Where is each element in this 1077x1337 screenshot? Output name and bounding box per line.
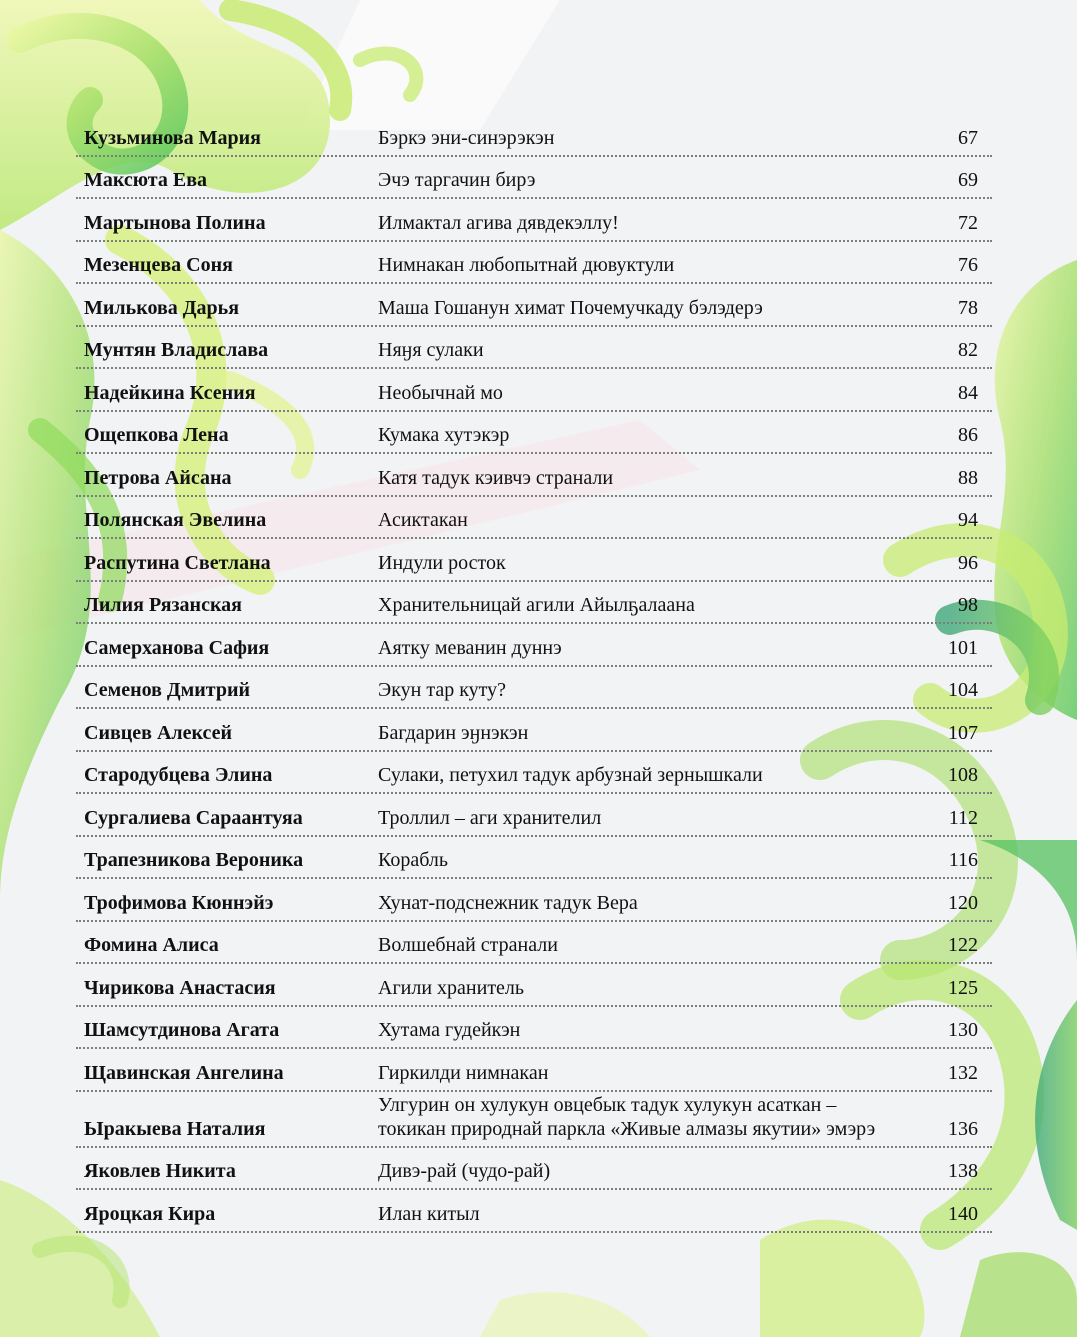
toc-author: Яковлев Никита — [84, 1160, 236, 1182]
toc-author: Надейкина Ксения — [84, 381, 256, 404]
toc-title: Необычнай мо — [378, 381, 503, 404]
toc-title: Экун тар куту? — [378, 679, 506, 701]
toc-page-number: 107 — [948, 721, 978, 744]
toc-row — [76, 1148, 992, 1191]
toc-title: Волшебнай странали — [378, 934, 558, 956]
toc-page-number: 72 — [958, 211, 978, 234]
toc-page-number: 108 — [948, 764, 978, 786]
toc-row — [76, 284, 992, 327]
toc-title: Дивэ-рай (чудо-рай) — [378, 1160, 551, 1182]
toc-title: Багдарин эӈнэкэн — [378, 721, 529, 744]
toc-row — [76, 157, 992, 200]
toc-author: Ощепкова Лена — [84, 424, 229, 446]
toc-title-line: токикан природнай паркла «Живые алмазы якутии» эмэрэ — [378, 1117, 876, 1140]
toc-row — [76, 794, 992, 837]
toc-page-number: 120 — [948, 891, 978, 914]
toc-row — [76, 369, 992, 412]
toc-row — [76, 497, 992, 540]
toc-page-number: 112 — [948, 806, 978, 829]
toc-author: Сургалиева Сараантуяа — [84, 806, 303, 829]
toc-row — [76, 667, 992, 710]
toc-title: Эчэ таргачин бирэ — [378, 169, 536, 191]
toc-page-number: 76 — [958, 254, 978, 276]
toc-row — [76, 709, 992, 752]
toc-row — [76, 412, 992, 455]
toc-author: Сивцев Алексей — [84, 721, 233, 744]
toc-page-number: 69 — [958, 169, 978, 191]
toc-author: Максюта Ева — [84, 169, 208, 191]
toc-page-number: 94 — [958, 509, 978, 531]
toc-page-number: 78 — [958, 296, 978, 319]
toc-author: Трапезникова Вероника — [84, 849, 304, 871]
toc-author: Ыракыева Наталия — [84, 1117, 266, 1140]
toc-title-line: Улгурин он хулукун овцебык тадук хулукун асаткан – — [378, 1093, 837, 1116]
toc-row — [76, 199, 992, 242]
toc-author: Стародубцева Элина — [84, 764, 273, 786]
toc-row — [76, 837, 992, 880]
toc-row — [76, 964, 992, 1007]
toc-author: Яроцкая Кира — [84, 1202, 216, 1225]
toc-title: Троллил – аги хранителил — [378, 806, 602, 829]
toc-author: Щавинская Ангелина — [84, 1061, 284, 1084]
toc-page-number: 125 — [948, 976, 978, 999]
toc-row — [76, 454, 992, 497]
toc-author: Шамсутдинова Агата — [84, 1019, 280, 1041]
toc-row — [76, 1190, 992, 1233]
toc-author: Трофимова Кюннэйэ — [84, 891, 274, 914]
toc-title: Няӈя сулаки — [378, 339, 484, 361]
toc-author: Петрова Айсана — [84, 466, 232, 489]
toc-title: Хранительницай агили Айылҕалаана — [378, 594, 695, 616]
toc-row — [76, 327, 992, 370]
toc-row — [76, 879, 992, 922]
toc-page-number: 130 — [948, 1019, 978, 1041]
toc-author: Кузьминова Мария — [84, 126, 261, 149]
toc-author: Мезенцева Соня — [84, 254, 233, 276]
toc-page-number: 82 — [958, 339, 978, 361]
toc-row — [76, 624, 992, 667]
toc-title: Аятку меванин дуннэ — [378, 636, 562, 659]
toc-page-number: 84 — [958, 381, 978, 404]
toc-author: Мартынова Полина — [84, 211, 266, 234]
toc-title: Маша Гошанун химат Почемучкаду бэлэдерэ — [378, 296, 763, 319]
toc-title: Нимнакан любопытнай дювуктули — [378, 254, 675, 276]
toc-title: Катя тадук кэивчэ странали — [378, 466, 614, 489]
toc-row — [76, 114, 992, 157]
toc-row — [76, 539, 992, 582]
toc-title — [378, 1093, 875, 1141]
table-of-contents — [76, 114, 992, 1233]
toc-page-number: 138 — [948, 1160, 978, 1182]
toc-title: Индули росток — [378, 551, 506, 574]
toc-title: Хутама гудейкэн — [378, 1019, 521, 1041]
toc-page-number: 132 — [948, 1061, 978, 1084]
toc-row — [76, 1007, 992, 1050]
toc-row — [76, 582, 992, 625]
toc-row — [76, 752, 992, 795]
toc-page-number: 136 — [948, 1117, 978, 1140]
toc-row — [76, 1049, 992, 1092]
toc-page-number: 101 — [948, 636, 978, 659]
toc-page-number: 86 — [958, 424, 978, 446]
toc-author: Милькова Дарья — [84, 296, 240, 319]
toc-title: Илан китыл — [378, 1202, 480, 1225]
toc-title: Корабль — [378, 849, 448, 871]
toc-author: Семенов Дмитрий — [84, 679, 251, 701]
toc-row — [76, 1092, 992, 1148]
toc-page-number: 140 — [948, 1202, 978, 1225]
toc-title: Асиктакан — [378, 509, 468, 531]
toc-page-number: 122 — [948, 934, 978, 956]
toc-title: Сулаки, петухил тадук арбузнай зернышкали — [378, 764, 763, 786]
toc-title: Бэркэ эни-синэрэкэн — [378, 126, 555, 149]
toc-author: Полянская Эвелина — [84, 509, 267, 531]
toc-title: Кумака хутэкэр — [378, 424, 510, 446]
toc-title: Гиркилди нимнакан — [378, 1061, 549, 1084]
toc-page-number: 104 — [948, 679, 978, 701]
toc-page-number: 98 — [958, 594, 978, 616]
toc-row — [76, 922, 992, 965]
toc-author: Лилия Рязанская — [84, 594, 242, 616]
toc-author: Распутина Светлана — [84, 551, 271, 574]
toc-author: Фомина Алиса — [84, 934, 219, 956]
toc-page-number: 96 — [958, 551, 978, 574]
toc-page-number: 116 — [948, 849, 978, 871]
toc-author: Чирикова Анастасия — [84, 976, 276, 999]
toc-author: Мунтян Владислава — [84, 339, 269, 361]
toc-title: Илмактал агива дявдекэллу! — [378, 211, 619, 234]
toc-page-number: 88 — [958, 466, 978, 489]
toc-page-number: 67 — [958, 126, 978, 149]
toc-title: Агили хранитель — [378, 976, 525, 999]
toc-title: Хунат-подснежник тадук Вера — [378, 891, 638, 914]
toc-author: Самерханова Сафия — [84, 636, 270, 659]
toc-row — [76, 242, 992, 285]
